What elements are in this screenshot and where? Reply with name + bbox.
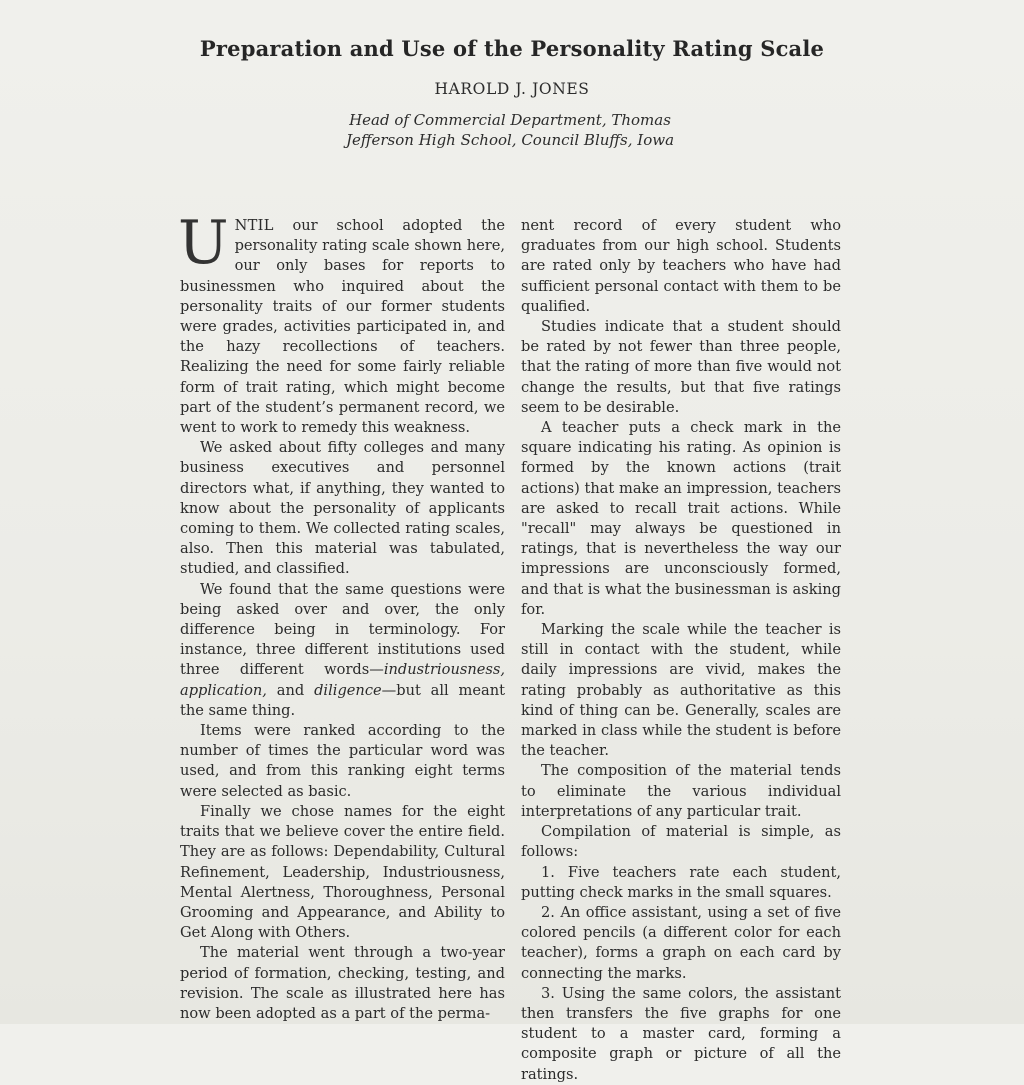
paragraph: The composition of the material tends to eliminate the various individual interpretations of any particular trait. <box>521 762 841 820</box>
paragraph: Marking the scale while the teacher is still in contact with the student, while daily impressions are vivid, makes the rating probably as authoritative as this kind of thing can be. Generally, scales are marked in class while the student is before the teacher. <box>521 621 841 760</box>
list-item: 2. An office assistant, using a set of five colored pencils (a different color for each teacher), forms a graph on each card by connecting the marks. <box>521 903 841 982</box>
affiliation-line-2: Jefferson High School, Council Bluffs, Iowa <box>345 131 675 149</box>
paragraph: nent record of every student who graduates from our high school. Students are rated only by teachers who have had sufficient personal contact with them to be qualified. <box>521 217 841 315</box>
paragraph-text: our school adopted the personality rating scale shown here, our only bases for reports to businessmen who inquired about the personality traits of our former students were grades, activities participated in, and the hazy recollections of teachers. Realizing the need for some fairly reliable form of trait rating, which might become part of the student’s permanent record, we went to work to remedy this weakness. <box>180 217 505 437</box>
paragraph-text: —but all meant the same thing. <box>180 681 505 719</box>
affiliation-line-1: Head of Commercial Department, Thomas <box>349 111 671 129</box>
left-column <box>178 208 505 1024</box>
paragraph: Items were ranked according to the number of times the particular word was used, and from this ranking eight terms were selected as basic. <box>180 722 505 800</box>
paragraph <box>178 208 505 438</box>
lead-word: NTIL <box>234 217 274 234</box>
paragraph: Compilation of material is simple, as follows: <box>521 823 841 861</box>
list-item: 3. Using the same colors, the assistant then transfers the five graphs for one student to a master card, forming a composite graph or picture of all the ratings. <box>521 984 841 1083</box>
paragraph: Finally we chose names for the eight traits that we believe cover the entire field. They are as follows: Dependability, Cultural Refinement, Leadership, Industriousness, Mental Alertness, Thoroughness, Personal Grooming and Appearance, and Ability to Get Along with Others. <box>180 802 505 942</box>
paragraph-text: and <box>266 681 315 699</box>
italic-term: industriousness, application, <box>180 661 505 699</box>
right-column <box>521 216 841 1085</box>
author-affiliation <box>330 110 690 150</box>
paragraph: We asked about fifty colleges and many business executives and personnel directors what, if anything, they wanted to know about the personality of applicants coming to them. We collected rating scales, also. Then this material was tabulated, studied, and classified. <box>180 439 505 578</box>
paragraph: The material went through a two-year period of formation, checking, testing, and revision. The scale as illustrated here has now been adopted as a part of the perma- <box>180 944 505 1022</box>
paragraph <box>180 580 505 721</box>
paragraph-text: We found that the same questions were being asked over and over, the only difference being in terminology. For instance, three different institutions used three different words— <box>180 580 505 679</box>
paragraph: A teacher puts a check mark in the square indicating his rating. As opinion is formed by the known actions (trait actions) that make an impression, teachers are asked to recall trait actions. While "recall" may always be questioned in ratings, that is nevertheless the way our impressions are unconsciously formed, and that is what the businessman is asking for. <box>521 419 841 618</box>
author-name: HAROLD J. JONES <box>434 80 590 98</box>
drop-cap: U <box>178 208 229 278</box>
italic-term: diligence <box>314 681 382 699</box>
paragraph: Studies indicate that a student should be rated by not fewer than three people, that the rating of more than five would not change the results, but that five ratings seem to be desirable. <box>521 318 841 416</box>
steps-list <box>521 863 841 1085</box>
list-item: 1. Five teachers rate each student, putting check marks in the small squares. <box>521 863 841 901</box>
article-title: Preparation and Use of the Personality Rating Scale <box>199 36 825 61</box>
